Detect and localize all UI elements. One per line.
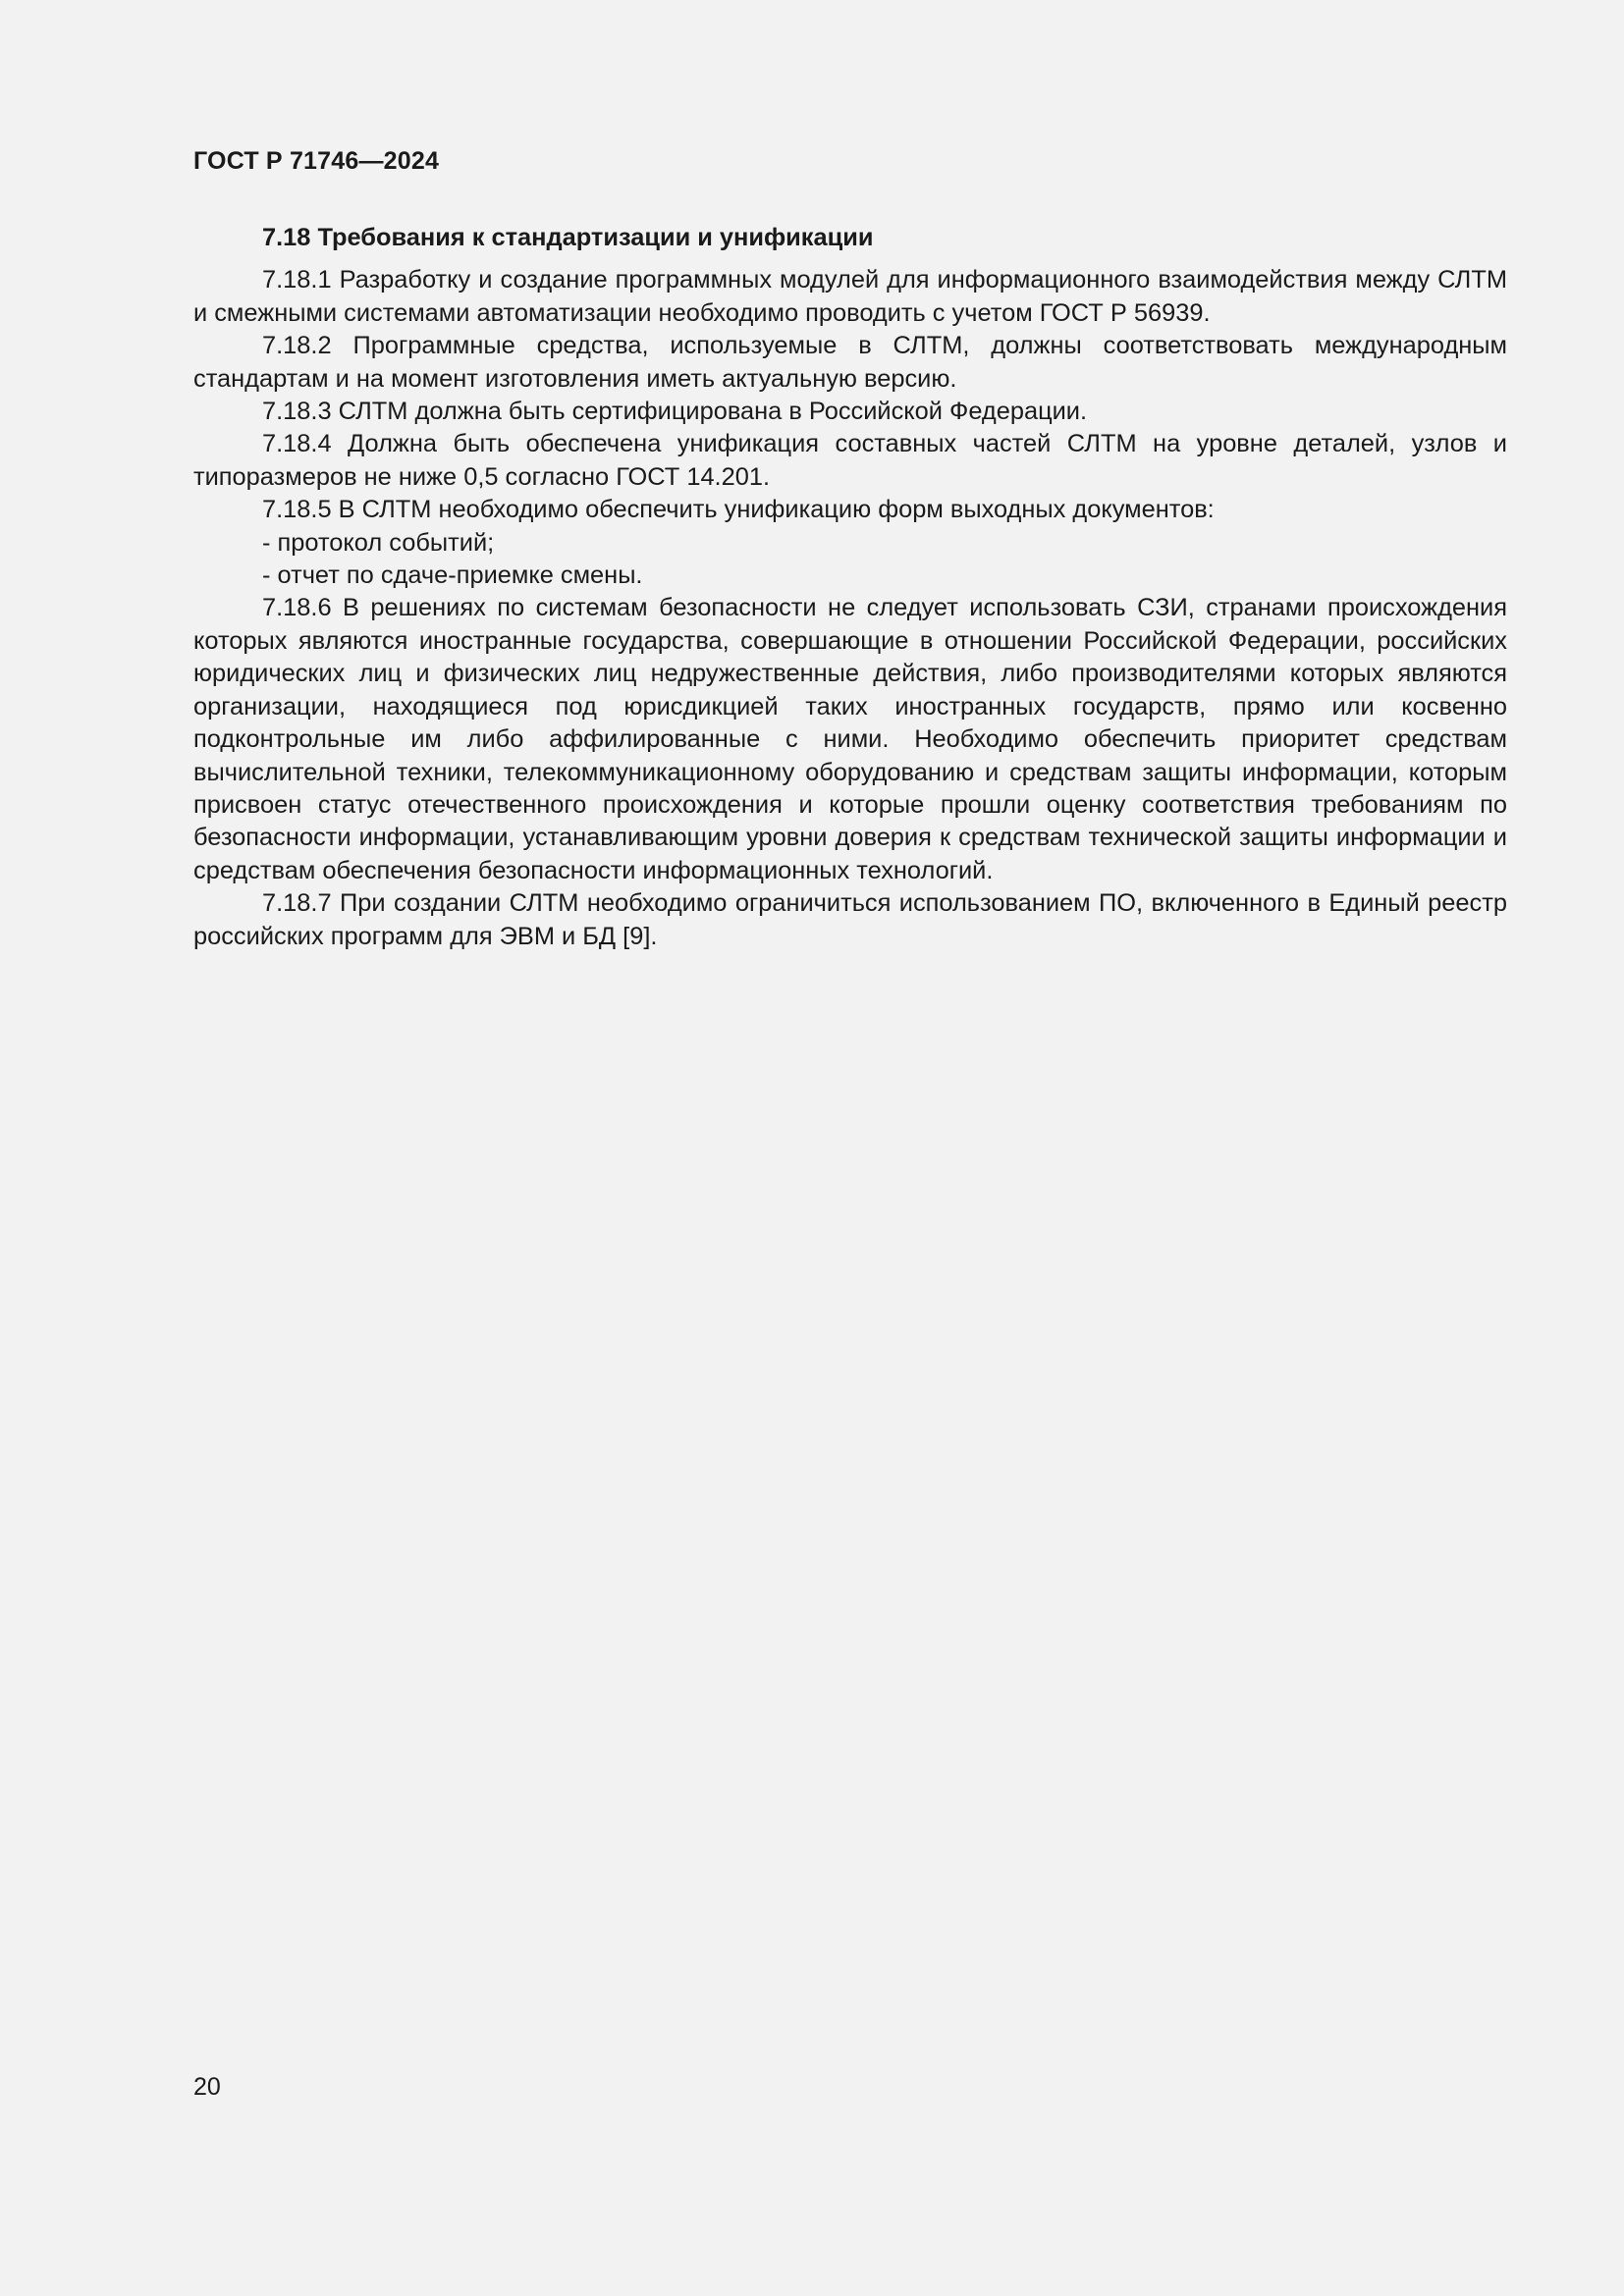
document-header: ГОСТ Р 71746—2024 [193, 147, 440, 175]
page-number: 20 [193, 2073, 221, 2101]
paragraph-7-18-3: 7.18.3 СЛТМ должна быть сертифицирована в Российской Федерации. [262, 398, 1088, 426]
paragraph-7-18-2: 7.18.2 Программные средства, используемые в СЛТМ, должны соответствовать международным стандартам и на момент изготовления иметь актуальную версию. [193, 332, 1507, 393]
list-item-events-protocol: - протокол событий; [262, 528, 495, 557]
paragraph-7-18-7: 7.18.7 При создании СЛТМ необходимо ограничиться использованием ПО, включенного в Единый реестр российских программ для ЭВМ и БД [9]. [193, 889, 1507, 950]
paragraph-7-18-4: 7.18.4 Должна быть обеспечена унификация составных частей СЛТМ на уровне деталей, узлов и типоразмеров не ниже 0,5 согласно ГОСТ 14.201. [193, 430, 1507, 491]
paragraph-7-18-6: 7.18.6 В решениях по системам безопасности не следует использовать СЗИ, странами происхождения которых являются иностранные государства, совершающие в отношении Российской Федерации, российских юридических лиц и физических лиц недружественные действия, либо производителями которых являются организации, находящиеся под юрисдикцией таких иностранных государств, прямо или косвенно подконтрольные им либо аффилированные с ними. Необходимо обеспечить приоритет средствам вычислительной техники, телекоммуникационному оборудованию и средствам защиты информации, которым присвоен статус отечественного происхождения и которые прошли оценку соответствия требованиям по безопасности информации, устанавливающим уровни доверия к средствам технической защиты информации и средствам обеспечения безопасности информационных технологий. [193, 594, 1507, 884]
section-body [193, 222, 1507, 953]
paragraph-7-18-1: 7.18.1 Разработку и создание программных модулей для информационного взаимодействия между СЛТМ и смежными системами автоматизации необходимо проводить с учетом ГОСТ Р 56939. [193, 266, 1507, 327]
list-item-shift-report: - отчет по сдаче-приемке смены. [262, 561, 643, 590]
paragraph-7-18-5: 7.18.5 В СЛТМ необходимо обеспечить унификацию форм выходных документов: [262, 496, 1215, 524]
section-title: 7.18 Требования к стандартизации и унификации [262, 224, 874, 251]
